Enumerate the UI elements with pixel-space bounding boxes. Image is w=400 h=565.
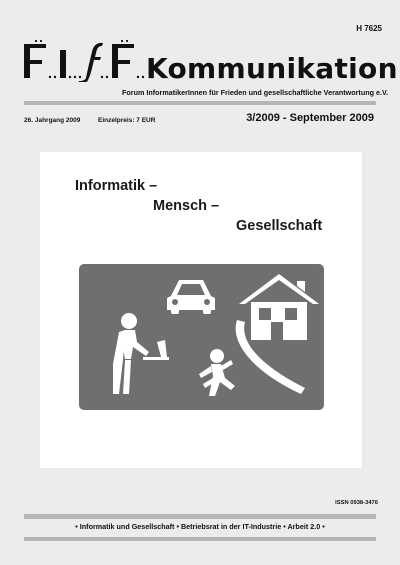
h-number: H 7625 bbox=[356, 24, 382, 33]
bottom-rule-upper bbox=[24, 514, 376, 519]
price-label: Einzelpreis: 7 EUR bbox=[98, 117, 156, 124]
title-line-1: Informatik – bbox=[75, 178, 158, 194]
issn-label: ISSN 0938-3476 bbox=[335, 500, 378, 506]
top-rule bbox=[24, 101, 376, 105]
magazine-title: Kommunikation bbox=[146, 52, 398, 85]
title-line-2: Mensch – bbox=[153, 198, 220, 214]
bottom-rule-lower bbox=[24, 537, 376, 541]
title-line-3: Gesellschaft bbox=[236, 218, 323, 234]
year-label: 26. Jahrgang 2009 bbox=[24, 117, 81, 124]
issue-label: 3/2009 - September 2009 bbox=[246, 112, 374, 124]
play-street-sign bbox=[79, 264, 324, 410]
topics-line: • Informatik und Gesellschaft • Betriebsrat in der IT-Industrie • Arbeit 2.0 • bbox=[75, 522, 325, 531]
subtitle: Forum InformatikerInnen für Frieden und gesellschaftliche Verantwortung e.V. bbox=[122, 88, 389, 97]
